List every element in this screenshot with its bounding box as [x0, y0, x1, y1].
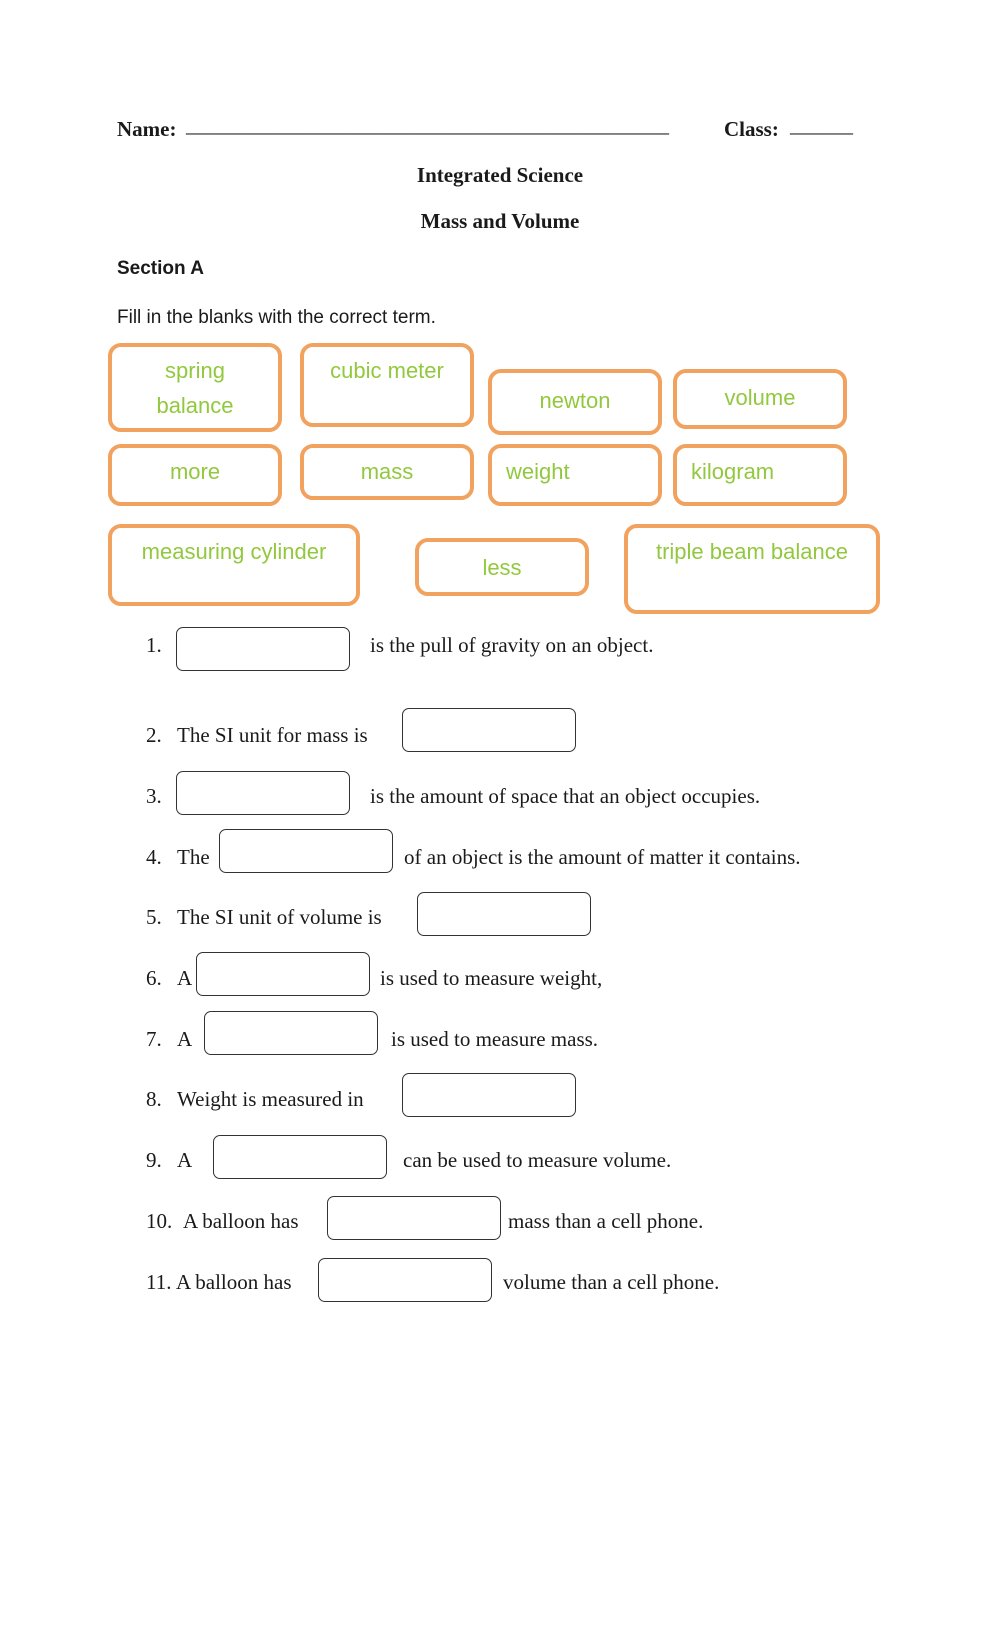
- question-4-number: 4.: [146, 845, 162, 869]
- word-spring-balance-line1: spring: [165, 358, 225, 383]
- answer-7-input[interactable]: [204, 1011, 378, 1055]
- question-10-number: 10.: [146, 1209, 173, 1233]
- question-10-before: A balloon has: [183, 1209, 299, 1233]
- question-9-before: A: [177, 1148, 193, 1172]
- question-11-number: 11.: [146, 1270, 172, 1294]
- word-weight[interactable]: weight: [488, 444, 662, 506]
- question-3-number: 3.: [146, 784, 162, 808]
- question-2-text: The SI unit for mass is: [177, 723, 368, 747]
- question-6-before: A: [177, 966, 193, 990]
- question-2-number: 2.: [146, 723, 162, 747]
- question-7-number: 7.: [146, 1027, 162, 1051]
- answer-6-input[interactable]: [196, 952, 370, 996]
- class-line: ______: [790, 113, 853, 137]
- word-spring-balance[interactable]: [108, 343, 282, 432]
- question-5-text: The SI unit of volume is: [177, 905, 382, 929]
- question-7-after: is used to measure mass.: [391, 1027, 599, 1051]
- question-1-number: 1.: [146, 633, 162, 657]
- question-11-after: volume than a cell phone.: [503, 1270, 720, 1294]
- question-8-number: 8.: [146, 1087, 162, 1111]
- question-8-text: Weight is measured in: [177, 1087, 364, 1111]
- instruction-text: Fill in the blanks with the correct term.: [117, 307, 436, 328]
- answer-8-input[interactable]: [402, 1073, 576, 1117]
- name-label: Name:: [117, 117, 177, 141]
- question-3-text: is the amount of space that an object occupies.: [370, 784, 761, 808]
- word-mass[interactable]: mass: [300, 444, 474, 500]
- answer-4-input[interactable]: [219, 829, 393, 873]
- question-5-number: 5.: [146, 905, 162, 929]
- word-more[interactable]: more: [108, 444, 282, 506]
- answer-3-input[interactable]: [176, 771, 350, 815]
- word-triple-beam-balance[interactable]: triple beam balance: [624, 524, 880, 614]
- section-title: Section A: [117, 258, 204, 279]
- word-less[interactable]: less: [415, 538, 589, 596]
- answer-10-input[interactable]: [327, 1196, 501, 1240]
- answer-11-input[interactable]: [318, 1258, 492, 1302]
- answer-5-input[interactable]: [417, 892, 591, 936]
- subject-title: Integrated Science: [416, 163, 584, 187]
- word-cubic-meter[interactable]: cubic meter: [300, 343, 474, 427]
- question-10-after: mass than a cell phone.: [508, 1209, 704, 1233]
- question-4-before: The: [177, 845, 210, 869]
- answer-2-input[interactable]: [402, 708, 576, 752]
- question-11-before: A balloon has: [176, 1270, 292, 1294]
- word-measuring-cylinder[interactable]: measuring cylinder: [108, 524, 360, 606]
- answer-9-input[interactable]: [213, 1135, 387, 1179]
- question-7-before: A: [177, 1027, 193, 1051]
- question-9-number: 9.: [146, 1148, 162, 1172]
- question-4-after: of an object is the amount of matter it contains.: [404, 845, 801, 869]
- question-6-after: is used to measure weight,: [380, 966, 603, 990]
- word-spring-balance-line2: balance: [156, 393, 234, 418]
- word-volume[interactable]: volume: [673, 369, 847, 429]
- question-1-text: is the pull of gravity on an object.: [370, 633, 654, 657]
- class-label: Class:: [724, 117, 779, 141]
- question-9-after: can be used to measure volume.: [403, 1148, 672, 1172]
- name-line: ______________________________________________: [186, 113, 669, 137]
- word-kilogram[interactable]: kilogram: [673, 444, 847, 506]
- topic-title: Mass and Volume: [420, 209, 580, 233]
- answer-1-input[interactable]: [176, 627, 350, 671]
- question-6-number: 6.: [146, 966, 162, 990]
- word-newton[interactable]: newton: [488, 369, 662, 435]
